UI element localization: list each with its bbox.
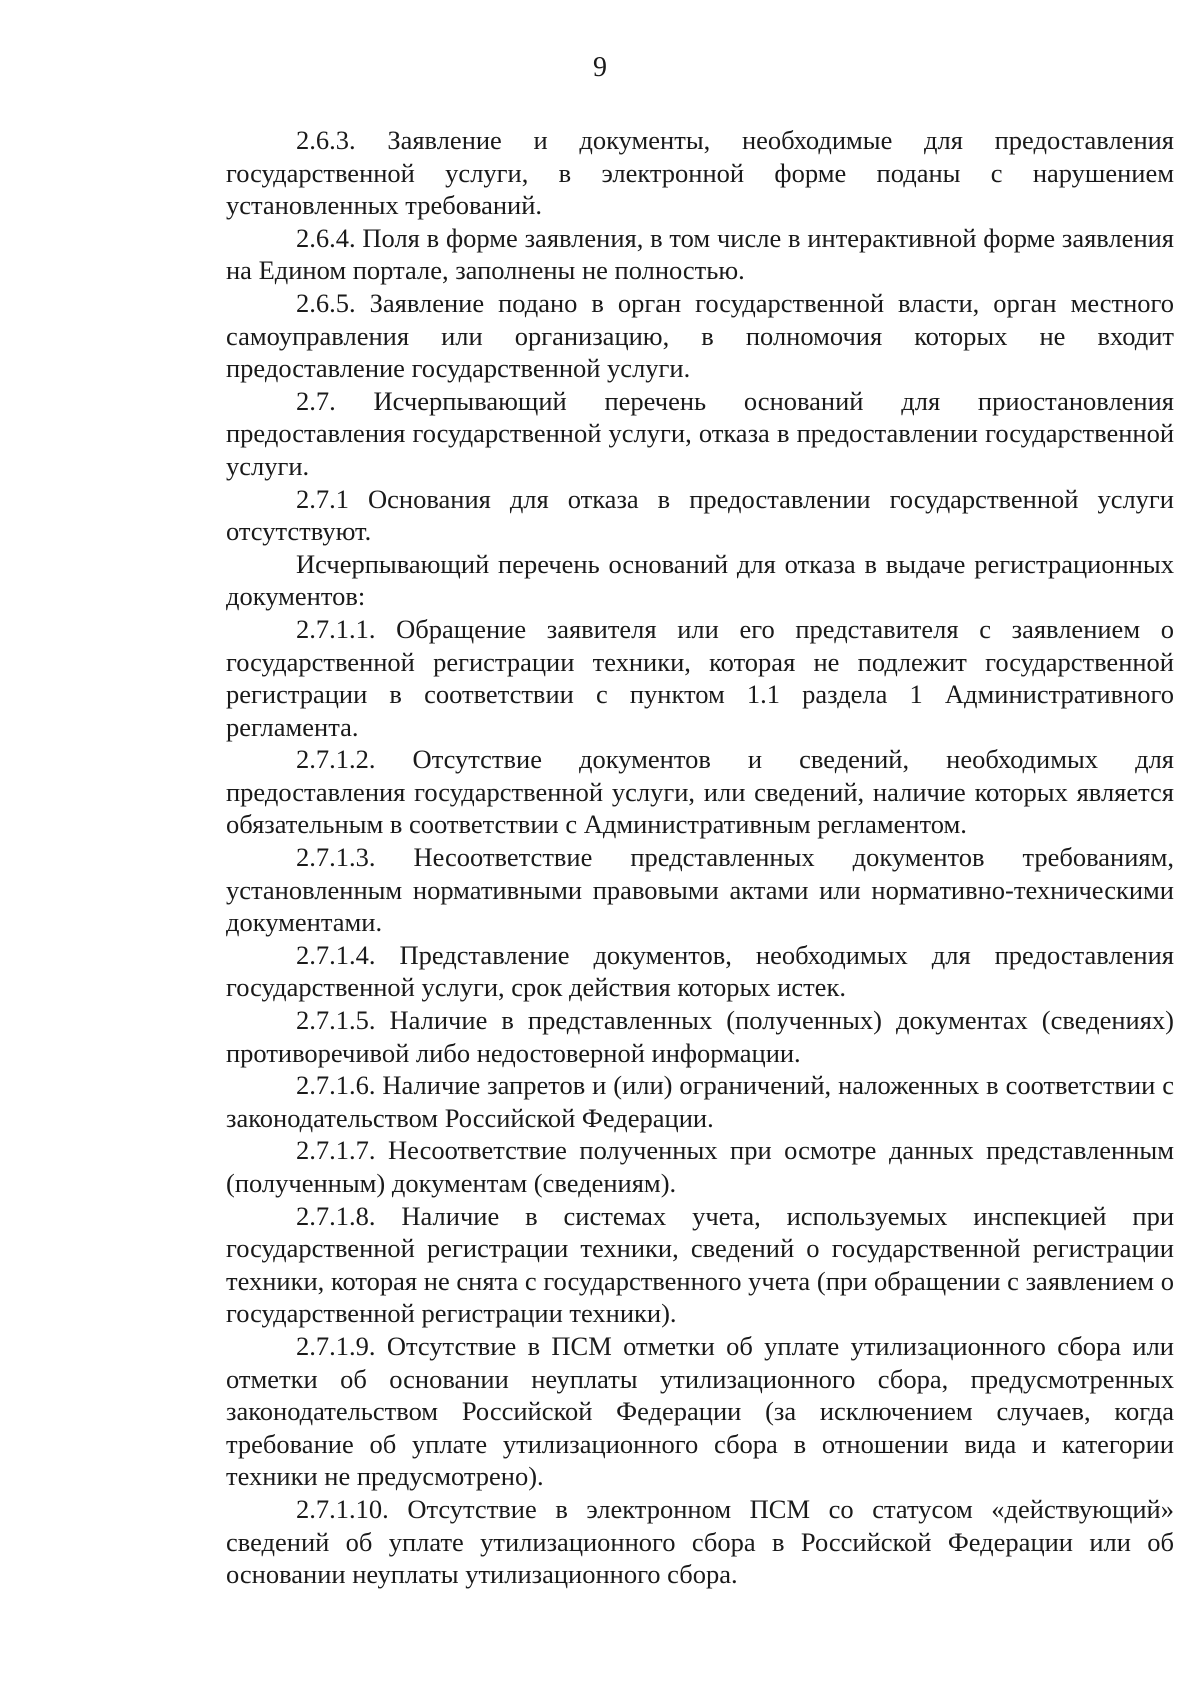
paragraph-2-7-1-2: 2.7.1.2. Отсутствие документов и сведений, необходимых для предоставления государственной услуги, или сведений, наличие которых является обязательным в соответствии с Административным регламентом. — [226, 744, 1174, 840]
paragraph-2-7-1-6: 2.7.1.6. Наличие запретов и (или) ограничений, наложенных в соответствии с законодательством Российской Федерации. — [226, 1070, 1174, 1133]
paragraph-2-7-1-10: 2.7.1.10. Отсутствие в электронном ПСМ со статусом «действующий» сведений об уплате утилизационного сбора в Российской Федерации или об основании неуплаты утилизационного сбора. — [226, 1493, 1174, 1590]
paragraph-2-7-1-8: 2.7.1.8. Наличие в системах учета, используемых инспекцией при государственной регистрации техники, сведений о государственной регистрации техники, которая не снята с государственного учета (при обращении с заявлением о государственной регистрации техники). — [226, 1200, 1174, 1329]
paragraph-2-7-1-4: 2.7.1.4. Представление документов, необходимых для предоставления государственной услуги, срок действия которых истек. — [226, 939, 1174, 1003]
paragraph-2-6-5: 2.6.5. Заявление подано в орган государственной власти, орган местного самоуправления или организацию, в полномочия которых не входит предоставление государственной услуги. — [226, 287, 1174, 384]
paragraph-2-7: 2.7. Исчерпывающий перечень оснований для приостановления предоставления государственной услуги, отказа в предоставлении государственной услуги. — [226, 385, 1174, 481]
paragraph-2-7-1-1: 2.7.1.1. Обращение заявителя или его представителя с заявлением о государственной регистрации техники, которая не подлежит государственной регистрации в соответствии с пунктом 1.1 раздела 1 Административного регламента. — [226, 613, 1174, 742]
paragraph-2-7-1-3: 2.7.1.3. Несоответствие представленных документов требованиям, установленным нормативными правовыми актами или нормативно-техническими документами. — [226, 842, 1174, 938]
paragraph-2-7-1: 2.7.1 Основания для отказа в предоставлении государственной услуги отсутствуют. — [226, 483, 1174, 547]
paragraph-refusal-list-intro: Исчерпывающий перечень оснований для отказа в выдаче регистрационных документов: — [226, 548, 1174, 612]
document-body — [226, 124, 1174, 1591]
paragraph-2-7-1-7: 2.7.1.7. Несоответствие полученных при осмотре данных представленным (полученным) документам (сведениям). — [226, 1135, 1174, 1198]
page-number: 9 — [593, 52, 607, 83]
paragraph-2-7-1-9: 2.7.1.9. Отсутствие в ПСМ отметки об уплате утилизационного сбора или отметки об основании неуплаты утилизационного сбора, предусмотренных законодательством Российской Федерации (за исключением случаев, когда требование об уплате утилизационного сбора в отношении вида и категории техники не предусмотрено). — [226, 1330, 1174, 1492]
paragraph-2-7-1-5: 2.7.1.5. Наличие в представленных (полученных) документах (сведениях) противоречивой либо недостоверной информации. — [226, 1005, 1174, 1068]
paragraph-2-6-4: 2.6.4. Поля в форме заявления, в том числе в интерактивной форме заявления на Едином портале, заполнены не полностью. — [226, 222, 1174, 286]
paragraph-2-6-3: 2.6.3. Заявление и документы, необходимые для предоставления государственной услуги, в электронной форме поданы с нарушением установленных требований. — [226, 125, 1174, 221]
